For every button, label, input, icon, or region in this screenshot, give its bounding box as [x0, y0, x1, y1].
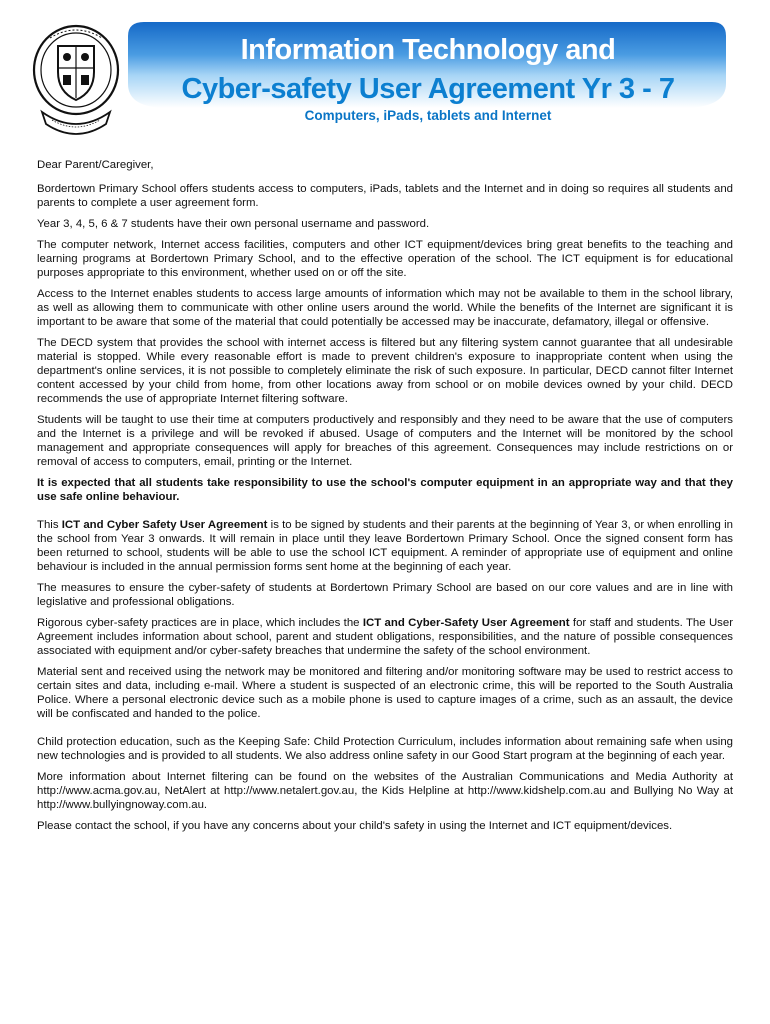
school-crest-icon — [30, 20, 122, 138]
letter-body — [37, 158, 733, 840]
paragraph-14: Please contact the school, if you have any concerns about your child's safety in using the Internet and ICT equipment/devices. — [37, 820, 673, 832]
document-header — [0, 0, 770, 140]
paragraph-8 — [37, 518, 733, 574]
p10-agreement-name: ICT and Cyber-Safety User Agreement — [362, 617, 570, 629]
p10-text-start: Rigorous cyber-safety practices are in place, which includes the — [37, 617, 363, 629]
paragraph-5: The DECD system that provides the school with internet access is filtered but any filtering system cannot guarantee that all undesirable material is stopped. While every reasonable effort is made to prevent children's exposure to inappropriate content when using the department's online services, it is not possible to completely eliminate the risk of such exposure. In particular, DECD cannot filter Internet content accessed by your child from home, from other locations away from school or on mobile devices owned by your child. DECD recommends the use of appropriate Internet filtering software. — [37, 337, 733, 405]
paragraph-2: Year 3, 4, 5, 6 & 7 students have their own personal username and password. — [37, 218, 430, 230]
paragraph-11: Material sent and received using the network may be monitored and filtering and/or monitoring software may be used to restrict access to certain sites and data, including e-mail. Where a student is suspected of an electronic crime, this will be reported to the South Australia Police. Where a personal electronic device such as a mobile phone is used to capture images of a crime, such as an assault, the device will be confiscated and handed to the police. — [37, 666, 733, 720]
title-line-2: Cyber-safety User Agreement Yr 3 - 7 — [181, 73, 675, 105]
title-line-1: Information Technology and — [240, 34, 616, 66]
paragraph-13: More information about Internet filtering can be found on the websites of the Australian Communications and Media Authority at http://www.acma.gov.au, NetAlert at http://www.netalert.gov.au, the Kids Helpline at http://www.kidshelp.com.au and Bullying No Way at http://www.bullyingnoway.com.au. — [37, 771, 733, 811]
paragraph-12: Child protection education, such as the Keeping Safe: Child Protection Curriculum, includes information about remaining safe when using new technologies and is provided to all students. We also address online safety in our Good Start program at the beginning of each year. — [37, 736, 733, 762]
paragraph-1: Bordertown Primary School offers students access to computers, iPads, tablets and the Internet and in doing so requires all students and parents to complete a user agreement form. — [37, 183, 733, 209]
p8-text-start: This — [37, 519, 62, 531]
paragraph-3: The computer network, Internet access facilities, computers and other ICT equipment/devices bring great benefits to the teaching and learning programs at Bordertown Primary School, and to the effective operation of the school. The ICT equipment is for educational purposes appropriate to this environment, whether used on or off the site. — [37, 239, 733, 279]
salutation: Dear Parent/Caregiver, — [37, 159, 154, 171]
p10-text-end: for staff and students. The User Agreement includes information about school, parent and student obligations, responsibilities, and the nature of possible consequences associated with equipment and/or cyber-safety breaches that undermine the safety of the school environment. — [37, 617, 733, 657]
paragraph-6: Students will be taught to use their time at computers productively and responsibly and they need to be aware that the use of computers and the Internet is a privilege and will be revoked if abused. Usage of computers and the Internet will be monitored by the school management and appropriate consequences will apply for breaches of this agreement. Consequences may include restrictions on or removal of access to computers, email, printing or the Internet. — [37, 414, 733, 468]
paragraph-9: The measures to ensure the cyber-safety of students at Bordertown Primary School are based on our core values and are in line with legislative and professional obligations. — [37, 582, 733, 608]
paragraph-7-emphasis: It is expected that all students take responsibility to use the school's computer equipment in an appropriate way and that they use safe online behaviour. — [37, 477, 733, 503]
p8-agreement-name: ICT and Cyber Safety User Agreement — [61, 519, 268, 531]
p8-text-end: is to be signed by students and their parents at the beginning of Year 3, or when enrolling in the school from Year 3 onwards. It will remain in place until they leave Bordertown Primary School. Once the signed consent form has been returned to school, students will be able to use the school ICT equipment. A reminder of appropriate use of equipment and online behaviour is included in the annual permission forms sent home at the beginning of each year. — [37, 519, 733, 573]
paragraph-4: Access to the Internet enables students to access large amounts of information which may not be available to them in the school library, as well as allowing them to communicate with other online users around the world. While the benefits of the Internet are significant it is important to be aware that some of the material that could potentially be accessed may be inaccurate, defamatory, illegal or offensive. — [37, 288, 733, 328]
subtitle: Computers, iPads, tablets and Internet — [304, 108, 552, 123]
paragraph-10 — [37, 616, 733, 658]
